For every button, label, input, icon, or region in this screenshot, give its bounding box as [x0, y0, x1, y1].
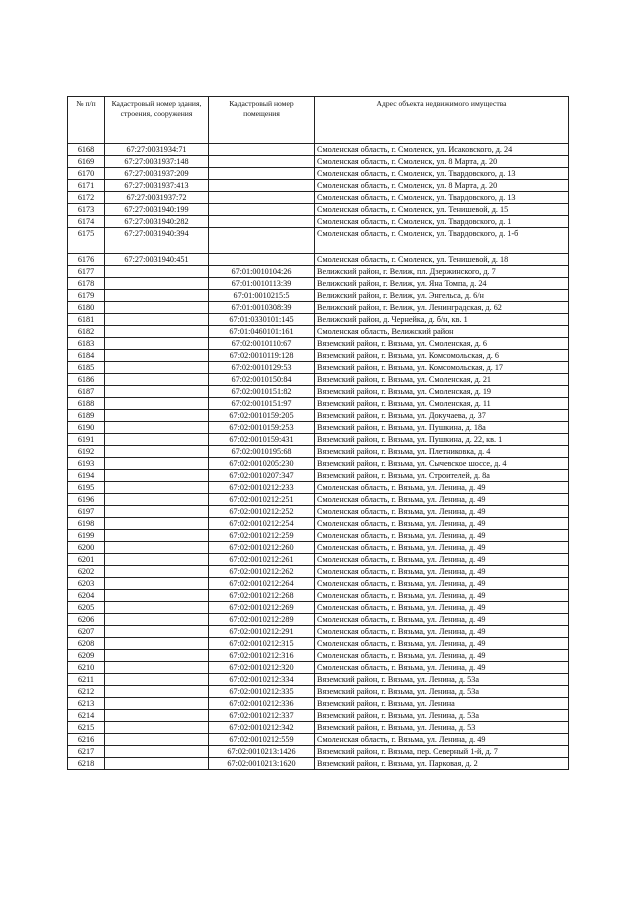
building-cadastral-number: 67:27:0031937:148: [105, 156, 209, 168]
premises-cadastral-number: 67:02:0010212:559: [209, 734, 315, 746]
premises-cadastral-number: 67:02:0010212:262: [209, 566, 315, 578]
table-row: [68, 302, 569, 314]
building-cadastral-number: [105, 518, 209, 530]
row-number: 6183: [68, 338, 105, 350]
table-row: [68, 216, 569, 228]
building-cadastral-number: [105, 578, 209, 590]
table-row: [68, 278, 569, 290]
premises-cadastral-number: [209, 144, 315, 156]
table-header-row: [68, 97, 569, 144]
premises-cadastral-number: 67:01:0460101:161: [209, 326, 315, 338]
property-address: Вяземский район, г. Вязьма, ул. Ленина, д. 53а: [315, 674, 569, 686]
property-address: Велижский район, г. Велиж, ул. Яна Томпа, д. 24: [315, 278, 569, 290]
building-cadastral-number: [105, 686, 209, 698]
property-address: Вяземский район, г. Вязьма, ул. Смоленская, д. 6: [315, 338, 569, 350]
row-number: 6178: [68, 278, 105, 290]
property-address: Смоленская область, г. Вязьма, ул. Ленина, д. 49: [315, 530, 569, 542]
row-number: 6169: [68, 156, 105, 168]
property-address: Смоленская область, г. Вязьма, ул. Ленина, д. 49: [315, 626, 569, 638]
building-cadastral-number: [105, 746, 209, 758]
row-number: 6208: [68, 638, 105, 650]
row-number: 6180: [68, 302, 105, 314]
row-number: 6179: [68, 290, 105, 302]
header-number: № п/п: [68, 97, 105, 144]
table-row: [68, 422, 569, 434]
table-row: [68, 168, 569, 180]
row-number: 6209: [68, 650, 105, 662]
building-cadastral-number: [105, 362, 209, 374]
property-address: Вяземский район, г. Вязьма, ул. Смоленская, д. 19: [315, 386, 569, 398]
building-cadastral-number: [105, 674, 209, 686]
premises-cadastral-number: 67:01:0010215:5: [209, 290, 315, 302]
table-row: [68, 204, 569, 216]
table-row: [68, 254, 569, 266]
building-cadastral-number: [105, 602, 209, 614]
row-number: 6190: [68, 422, 105, 434]
property-address: Смоленская область, г. Вязьма, ул. Ленина, д. 49: [315, 734, 569, 746]
premises-cadastral-number: 67:02:0010212:289: [209, 614, 315, 626]
building-cadastral-number: [105, 758, 209, 770]
property-address: Смоленская область, г. Смоленск, ул. 8 Марта, д. 20: [315, 180, 569, 192]
row-number: 6210: [68, 662, 105, 674]
table-row: [68, 362, 569, 374]
building-cadastral-number: [105, 374, 209, 386]
property-address: Вяземский район, г. Вязьма, ул. Ленина: [315, 698, 569, 710]
building-cadastral-number: [105, 722, 209, 734]
property-address: Смоленская область, г. Вязьма, ул. Ленина, д. 49: [315, 518, 569, 530]
building-cadastral-number: [105, 650, 209, 662]
premises-cadastral-number: [209, 254, 315, 266]
building-cadastral-number: [105, 734, 209, 746]
premises-cadastral-number: 67:02:0010212:264: [209, 578, 315, 590]
property-address: Смоленская область, г. Смоленск, ул. Твардовского, д. 13: [315, 192, 569, 204]
property-address: Смоленская область, г. Вязьма, ул. Ленина, д. 49: [315, 494, 569, 506]
premises-cadastral-number: 67:02:0010110:67: [209, 338, 315, 350]
building-cadastral-number: 67:27:0031940:451: [105, 254, 209, 266]
table-row: [68, 590, 569, 602]
row-number: 6195: [68, 482, 105, 494]
table-row: [68, 470, 569, 482]
row-number: 6194: [68, 470, 105, 482]
row-number: 6216: [68, 734, 105, 746]
building-cadastral-number: [105, 638, 209, 650]
row-number: 6168: [68, 144, 105, 156]
table-row: [68, 518, 569, 530]
row-number: 6191: [68, 434, 105, 446]
property-address: Смоленская область, г. Смоленск, ул. Твардовского, д. 1: [315, 216, 569, 228]
premises-cadastral-number: 67:02:0010213:1620: [209, 758, 315, 770]
premises-cadastral-number: [209, 168, 315, 180]
row-number: 6181: [68, 314, 105, 326]
row-number: 6201: [68, 554, 105, 566]
premises-cadastral-number: 67:02:0010212:342: [209, 722, 315, 734]
property-address: Вяземский район, г. Вязьма, ул. Сычевское шоссе, д. 4: [315, 458, 569, 470]
row-number: 6175: [68, 228, 105, 254]
building-cadastral-number: 67:27:0031940:282: [105, 216, 209, 228]
premises-cadastral-number: 67:02:0010150:84: [209, 374, 315, 386]
header-building-cadastral: Кадастровый номер здания, строения, сооружения: [105, 97, 209, 144]
table-row: [68, 350, 569, 362]
property-address: Вяземский район, г. Вязьма, ул. Комсомольская, д. 6: [315, 350, 569, 362]
property-address: Смоленская область, г. Вязьма, ул. Ленина, д. 49: [315, 662, 569, 674]
building-cadastral-number: [105, 494, 209, 506]
table-row: [68, 326, 569, 338]
row-number: 6218: [68, 758, 105, 770]
building-cadastral-number: [105, 302, 209, 314]
premises-cadastral-number: 67:02:0010212:261: [209, 554, 315, 566]
property-address: Вяземский район, г. Вязьма, ул. Пушкина, д. 22, кв. 1: [315, 434, 569, 446]
building-cadastral-number: [105, 566, 209, 578]
premises-cadastral-number: 67:02:0010212:335: [209, 686, 315, 698]
row-number: 6182: [68, 326, 105, 338]
building-cadastral-number: [105, 410, 209, 422]
row-number: 6174: [68, 216, 105, 228]
row-number: 6185: [68, 362, 105, 374]
building-cadastral-number: [105, 398, 209, 410]
building-cadastral-number: [105, 482, 209, 494]
table-row: [68, 506, 569, 518]
table-row: [68, 638, 569, 650]
premises-cadastral-number: 67:02:0010151:82: [209, 386, 315, 398]
building-cadastral-number: [105, 434, 209, 446]
premises-cadastral-number: 67:01:0010308:39: [209, 302, 315, 314]
building-cadastral-number: [105, 470, 209, 482]
row-number: 6177: [68, 266, 105, 278]
table-row: [68, 144, 569, 156]
property-address: Велижский район, д. Чернейка, д. б/н, кв. 1: [315, 314, 569, 326]
table-row: [68, 602, 569, 614]
premises-cadastral-number: 67:02:0010212:260: [209, 542, 315, 554]
table-row: [68, 458, 569, 470]
row-number: 6170: [68, 168, 105, 180]
building-cadastral-number: [105, 590, 209, 602]
property-registry-table: [67, 96, 569, 770]
property-address: Смоленская область, г. Вязьма, ул. Ленина, д. 49: [315, 506, 569, 518]
premises-cadastral-number: 67:02:0010159:205: [209, 410, 315, 422]
row-number: 6199: [68, 530, 105, 542]
row-number: 6200: [68, 542, 105, 554]
property-address: Смоленская область, г. Вязьма, ул. Ленина, д. 49: [315, 602, 569, 614]
row-number: 6215: [68, 722, 105, 734]
table-row: [68, 530, 569, 542]
premises-cadastral-number: [209, 192, 315, 204]
row-number: 6212: [68, 686, 105, 698]
premises-cadastral-number: 67:02:0010129:53: [209, 362, 315, 374]
property-address: Смоленская область, г. Смоленск, ул. 8 Марта, д. 20: [315, 156, 569, 168]
premises-cadastral-number: [209, 156, 315, 168]
table-row: [68, 758, 569, 770]
building-cadastral-number: [105, 278, 209, 290]
property-address: Вяземский район, г. Вязьма, ул. Ленина, д. 53а: [315, 710, 569, 722]
table-row: [68, 554, 569, 566]
premises-cadastral-number: [209, 228, 315, 254]
premises-cadastral-number: 67:02:0010207:347: [209, 470, 315, 482]
premises-cadastral-number: 67:02:0010212:233: [209, 482, 315, 494]
row-number: 6193: [68, 458, 105, 470]
table-row: [68, 386, 569, 398]
row-number: 6176: [68, 254, 105, 266]
table-row: [68, 266, 569, 278]
table-row: [68, 494, 569, 506]
property-address: Смоленская область, г. Вязьма, ул. Ленина, д. 49: [315, 554, 569, 566]
premises-cadastral-number: [209, 216, 315, 228]
row-number: 6173: [68, 204, 105, 216]
row-number: 6198: [68, 518, 105, 530]
premises-cadastral-number: 67:02:0010212:269: [209, 602, 315, 614]
table-row: [68, 410, 569, 422]
row-number: 6192: [68, 446, 105, 458]
building-cadastral-number: [105, 698, 209, 710]
property-address: Вяземский район, г. Вязьма, ул. Комсомольская, д. 17: [315, 362, 569, 374]
row-number: 6204: [68, 590, 105, 602]
building-cadastral-number: [105, 338, 209, 350]
premises-cadastral-number: 67:01:0330101:145: [209, 314, 315, 326]
premises-cadastral-number: 67:02:0010212:259: [209, 530, 315, 542]
property-address: Вяземский район, г. Вязьма, ул. Смоленская, д. 21: [315, 374, 569, 386]
property-address: Смоленская область, Велижский район: [315, 326, 569, 338]
premises-cadastral-number: 67:02:0010212:315: [209, 638, 315, 650]
row-number: 6217: [68, 746, 105, 758]
table-row: [68, 674, 569, 686]
building-cadastral-number: [105, 626, 209, 638]
table-body: [68, 144, 569, 770]
property-address: Вяземский район, г. Вязьма, ул. Ленина, д. 53: [315, 722, 569, 734]
header-premises-cadastral: Кадастровый номер помещения: [209, 97, 315, 144]
table-row: [68, 338, 569, 350]
property-address: Смоленская область, г. Вязьма, ул. Ленина, д. 49: [315, 638, 569, 650]
premises-cadastral-number: 67:02:0010195:68: [209, 446, 315, 458]
premises-cadastral-number: 67:02:0010212:268: [209, 590, 315, 602]
row-number: 6187: [68, 386, 105, 398]
building-cadastral-number: [105, 554, 209, 566]
row-number: 6171: [68, 180, 105, 192]
premises-cadastral-number: 67:02:0010213:1426: [209, 746, 315, 758]
table-row: [68, 566, 569, 578]
property-address: Смоленская область, г. Вязьма, ул. Ленина, д. 49: [315, 650, 569, 662]
premises-cadastral-number: [209, 180, 315, 192]
building-cadastral-number: [105, 266, 209, 278]
row-number: 6196: [68, 494, 105, 506]
property-address: Велижский район, г. Велиж, ул. Энгельса, д. 6/н: [315, 290, 569, 302]
building-cadastral-number: [105, 446, 209, 458]
row-number: 6186: [68, 374, 105, 386]
premises-cadastral-number: 67:02:0010212:254: [209, 518, 315, 530]
building-cadastral-number: [105, 350, 209, 362]
property-address: Смоленская область, г. Вязьма, ул. Ленина, д. 49: [315, 566, 569, 578]
table-row: [68, 578, 569, 590]
row-number: 6189: [68, 410, 105, 422]
header-address: Адрес объекта недвижимого имущества: [315, 97, 569, 144]
table-row: [68, 398, 569, 410]
row-number: 6184: [68, 350, 105, 362]
premises-cadastral-number: 67:02:0010212:320: [209, 662, 315, 674]
property-address: Смоленская область, г. Вязьма, ул. Ленина, д. 49: [315, 482, 569, 494]
property-address: Смоленская область, г. Вязьма, ул. Ленина, д. 49: [315, 614, 569, 626]
building-cadastral-number: 67:27:0031940:394: [105, 228, 209, 254]
table-row: [68, 374, 569, 386]
property-address: Велижский район, г. Велиж, пл. Дзержинского, д. 7: [315, 266, 569, 278]
row-number: 6205: [68, 602, 105, 614]
property-address: Смоленская область, г. Вязьма, ул. Ленина, д. 49: [315, 542, 569, 554]
table-row: [68, 662, 569, 674]
building-cadastral-number: [105, 386, 209, 398]
property-address: Смоленская область, г. Смоленск, ул. Исаковского, д. 24: [315, 144, 569, 156]
building-cadastral-number: 67:27:0031937:209: [105, 168, 209, 180]
table-row: [68, 228, 569, 254]
building-cadastral-number: [105, 506, 209, 518]
premises-cadastral-number: 67:02:0010151:97: [209, 398, 315, 410]
row-number: 6188: [68, 398, 105, 410]
property-address: Велижский район, г. Велиж, ул. Ленинградская, д. 62: [315, 302, 569, 314]
table-row: [68, 180, 569, 192]
table-row: [68, 710, 569, 722]
table-row: [68, 314, 569, 326]
property-address: Вяземский район, г. Вязьма, ул. Докучаева, д. 37: [315, 410, 569, 422]
building-cadastral-number: 67:27:0031934:71: [105, 144, 209, 156]
premises-cadastral-number: 67:02:0010119:128: [209, 350, 315, 362]
table-row: [68, 614, 569, 626]
row-number: 6197: [68, 506, 105, 518]
building-cadastral-number: [105, 422, 209, 434]
table-row: [68, 686, 569, 698]
row-number: 6172: [68, 192, 105, 204]
premises-cadastral-number: 67:02:0010159:431: [209, 434, 315, 446]
table-row: [68, 746, 569, 758]
building-cadastral-number: [105, 614, 209, 626]
table-row: [68, 722, 569, 734]
building-cadastral-number: 67:27:0031937:413: [105, 180, 209, 192]
building-cadastral-number: 67:27:0031937:72: [105, 192, 209, 204]
property-address: Смоленская область, г. Смоленск, ул. Тенишевой, д. 15: [315, 204, 569, 216]
row-number: 6206: [68, 614, 105, 626]
property-address: Смоленская область, г. Смоленск, ул. Тенишевой, д. 18: [315, 254, 569, 266]
premises-cadastral-number: 67:02:0010212:316: [209, 650, 315, 662]
premises-cadastral-number: 67:02:0010212:337: [209, 710, 315, 722]
building-cadastral-number: [105, 662, 209, 674]
building-cadastral-number: [105, 542, 209, 554]
property-address: Вяземский район, г. Вязьма, ул. Плетниковка, д. 4: [315, 446, 569, 458]
row-number: 6214: [68, 710, 105, 722]
premises-cadastral-number: 67:02:0010212:291: [209, 626, 315, 638]
property-address: Вяземский район, г. Вязьма, пер. Северный 1-й, д. 7: [315, 746, 569, 758]
table-row: [68, 734, 569, 746]
building-cadastral-number: [105, 290, 209, 302]
property-address: Вяземский район, г. Вязьма, ул. Смоленская, д. 11: [315, 398, 569, 410]
table-row: [68, 192, 569, 204]
building-cadastral-number: 67:27:0031940:199: [105, 204, 209, 216]
row-number: 6211: [68, 674, 105, 686]
building-cadastral-number: [105, 326, 209, 338]
premises-cadastral-number: 67:01:0010104:26: [209, 266, 315, 278]
table-row: [68, 626, 569, 638]
row-number: 6207: [68, 626, 105, 638]
row-number: 6213: [68, 698, 105, 710]
premises-cadastral-number: 67:02:0010212:336: [209, 698, 315, 710]
property-address: Смоленская область, г. Вязьма, ул. Ленина, д. 49: [315, 578, 569, 590]
property-address: Вяземский район, г. Вязьма, ул. Парковая, д. 2: [315, 758, 569, 770]
building-cadastral-number: [105, 710, 209, 722]
premises-cadastral-number: 67:02:0010205:230: [209, 458, 315, 470]
premises-cadastral-number: 67:02:0010212:251: [209, 494, 315, 506]
premises-cadastral-number: [209, 204, 315, 216]
property-address: Смоленская область, г. Смоленск, ул. Твардовского, д. 13: [315, 168, 569, 180]
premises-cadastral-number: 67:01:0010113:39: [209, 278, 315, 290]
building-cadastral-number: [105, 314, 209, 326]
building-cadastral-number: [105, 530, 209, 542]
premises-cadastral-number: 67:02:0010159:253: [209, 422, 315, 434]
table-row: [68, 446, 569, 458]
property-address: Смоленская область, г. Смоленск, ул. Твардовского, д. 1-б: [315, 228, 569, 254]
premises-cadastral-number: 67:02:0010212:252: [209, 506, 315, 518]
table-row: [68, 156, 569, 168]
property-address: Вяземский район, г. Вязьма, ул. Пушкина, д. 18а: [315, 422, 569, 434]
property-address: Смоленская область, г. Вязьма, ул. Ленина, д. 49: [315, 590, 569, 602]
table-row: [68, 434, 569, 446]
table-row: [68, 290, 569, 302]
table-row: [68, 482, 569, 494]
table-row: [68, 650, 569, 662]
property-address: Вяземский район, г. Вязьма, ул. Ленина, д. 53а: [315, 686, 569, 698]
row-number: 6202: [68, 566, 105, 578]
premises-cadastral-number: 67:02:0010212:334: [209, 674, 315, 686]
row-number: 6203: [68, 578, 105, 590]
table-row: [68, 542, 569, 554]
property-address: Вяземский район, г. Вязьма, ул. Строителей, д. 8а: [315, 470, 569, 482]
building-cadastral-number: [105, 458, 209, 470]
table-row: [68, 698, 569, 710]
